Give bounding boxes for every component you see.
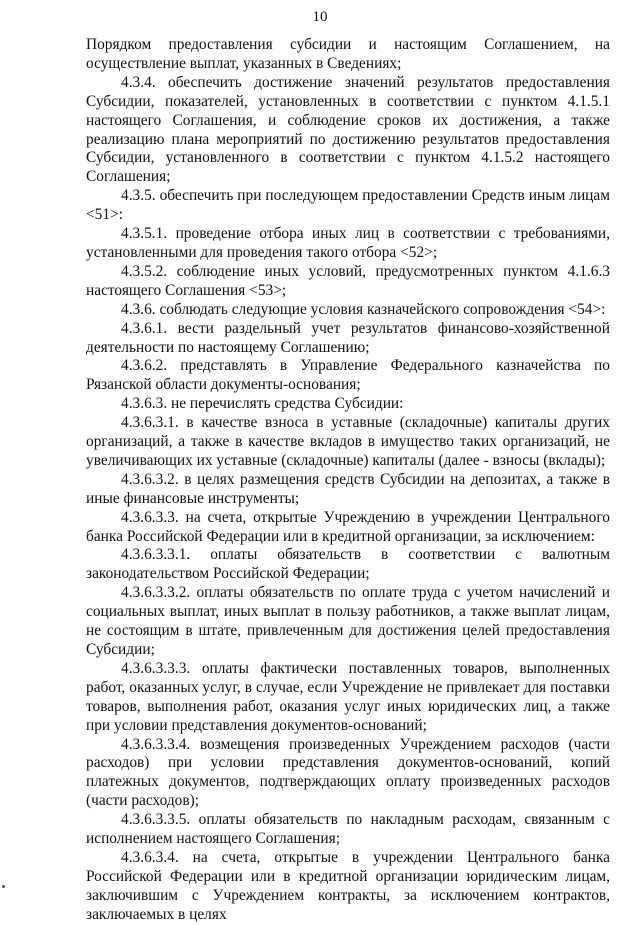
clause-4-3-6-3-3-1: 4.3.6.3.3.1. оплаты обязательств в соответствии с валютным законодательством Российской Федерации;	[86, 546, 610, 583]
clause-4-3-6-3-3-4: 4.3.6.3.3.4. возмещения произведенных Учреждением расходов (части расходов) при условии представления документов-оснований, копий платежных документов, подтверждающих оплату произведенных расходов (части расходов);	[86, 735, 610, 810]
paragraph-continuation: Порядком предоставления субсидии и настоящим Соглашением, на осуществление выплат, указанных в Сведениях;	[86, 36, 610, 72]
clause-4-3-6-3-3: 4.3.6.3.3. на счета, открытые Учреждению в учреждении Центрального банка Российской Федерации или в кредитной организации, за исключением:	[86, 508, 610, 545]
clause-4-3-6-3-1: 4.3.6.3.1. в качестве взноса в уставные (складочные) капиталы других организаций, а также в качестве вкладов в имущество таких организаций, не увеличивающих их уставные (складочные) капиталы (далее - взносы (вклады);	[86, 414, 610, 469]
clause-4-3-6-3-3-2: 4.3.6.3.3.2. оплаты обязательств по оплате труда с учетом начислений и социальных выплат, иных выплат в пользу работников, а также выплат лицам, не состоящим в штате, привлеченным для достижения целей предоставления Субсидии;	[86, 584, 610, 658]
clause-4-3-6-1: 4.3.6.1. вести раздельный учет результатов финансово-хозяйственной деятельности по настоящему Соглашению;	[86, 319, 610, 356]
clause-4-3-5-1: 4.3.5.1. проведение отбора иных лиц в соответствии с требованиями, установленными для проведения такого отбора <52>;	[86, 225, 610, 261]
clause-4-3-6-3: 4.3.6.3. не перечислять средства Субсидии:	[121, 395, 404, 413]
clause-4-3-6-3-2: 4.3.6.3.2. в целях размещения средств Субсидии на депозитах, а также в иные финансовые инструменты;	[86, 470, 610, 507]
clause-4-3-4: 4.3.4. обеспечить достижение значений результатов предоставления Субсидии, показателей, установленных в соответствии с пунктом 4.1.5.1 настоящего Соглашения, и соблюдение сроков их достижения, а также реализацию плана мероприятий по достижению результатов предоставления Субсидии, установленного в соответствии с пунктом 4.1.5.2 настоящего Соглашения;	[86, 73, 610, 186]
page-number: 10	[312, 9, 328, 25]
clause-4-3-5: 4.3.5. обеспечить при последующем предоставлении Средств иным лицам <51>:	[86, 187, 610, 224]
document-body	[86, 36, 610, 925]
clause-4-3-6-3-3-5: 4.3.6.3.3.5. оплаты обязательств по накладным расходам, связанным с исполнением настоящего Соглашения;	[86, 811, 610, 848]
clause-4-3-5-2: 4.3.5.2. соблюдение иных условий, предусмотренных пунктом 4.1.6.3 настоящего Соглашения <53>;	[86, 262, 610, 299]
clause-4-3-6-2: 4.3.6.2. представлять в Управление Федерального казначейства по Рязанской области документы-основания;	[86, 357, 610, 394]
clause-4-3-6-3-4: 4.3.6.3.4. на счета, открытые в учреждении Центрального банка Российской Федерации или в кредитной организации юридическим лицам, заключившим с Учреждением контракты, за исключением контрактов, заключаемых в целях	[86, 848, 610, 923]
clause-4-3-6: 4.3.6. соблюдать следующие условия казначейского сопровождения <54>:	[121, 300, 606, 318]
clause-4-3-6-3-3-3: 4.3.6.3.3.3. оплаты фактически поставленных товаров, выполненных работ, оказанных услуг, в случае, если Учреждение не привлекает для поставки товаров, выполнения работ, оказания услуг иных юридических лиц, а также при условии представления документов-оснований;	[86, 659, 610, 734]
scan-artifact	[2, 885, 5, 888]
